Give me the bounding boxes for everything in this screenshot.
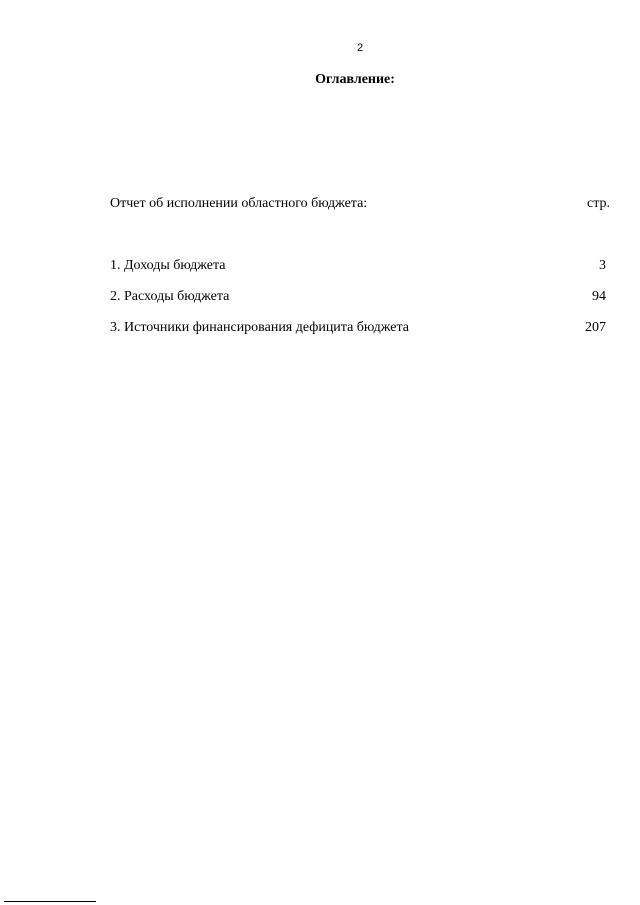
toc-page-column-label: стр. [586,196,610,211]
page-title: Оглавление: [315,72,395,87]
toc-item-expenditures [110,288,606,319]
footer-rule [4,901,96,902]
toc-item-page: 3 [599,258,606,273]
toc-item-page: 207 [585,320,606,335]
toc-item-deficit-financing [110,319,606,350]
toc-heading: Отчет об исполнении областного бюджета: [110,196,368,211]
toc-item-page: 94 [592,289,606,304]
page-number: 2 [356,42,364,54]
toc-item-label: 1. Доходы бюджета [110,258,226,273]
toc-header [110,196,610,212]
toc-item-label: 3. Источники финансирования дефицита бюджета [110,320,410,335]
toc-item-revenues [110,257,606,288]
toc-item-label: 2. Расходы бюджета [110,289,230,304]
toc-list [110,257,606,350]
